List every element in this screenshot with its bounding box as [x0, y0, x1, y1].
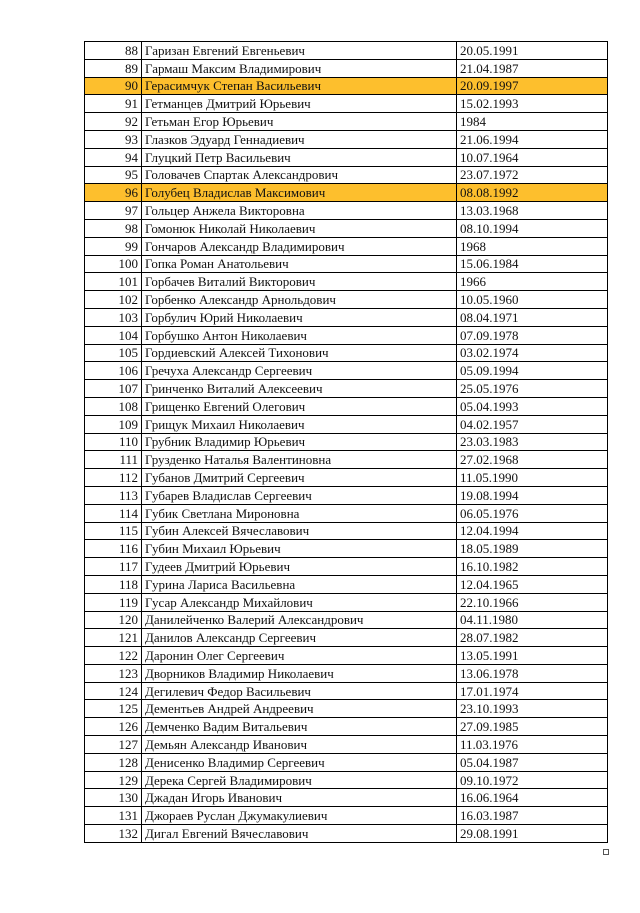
birth-date-cell: 21.04.1987 [457, 59, 608, 77]
row-number-cell: 97 [85, 202, 142, 220]
birth-date-cell: 16.03.1987 [457, 807, 608, 825]
table-row [85, 807, 608, 825]
person-name-cell: Джораев Руслан Джумакулиевич [142, 807, 457, 825]
person-name-cell: Грищук Михаил Николаевич [142, 415, 457, 433]
person-name-cell: Горбушко Антон Николаевич [142, 326, 457, 344]
table-row [85, 771, 608, 789]
birth-date-cell: 1966 [457, 273, 608, 291]
table-row [85, 344, 608, 362]
row-number-cell: 104 [85, 326, 142, 344]
person-name-cell: Гречуха Александр Сергеевич [142, 362, 457, 380]
table-row [85, 397, 608, 415]
table-row [85, 789, 608, 807]
table-row [85, 273, 608, 291]
person-name-cell: Гринченко Виталий Алексеевич [142, 380, 457, 398]
birth-date-cell: 15.06.1984 [457, 255, 608, 273]
table-row [85, 451, 608, 469]
table-row [85, 308, 608, 326]
table-row [85, 718, 608, 736]
person-name-cell: Гусар Александр Михайлович [142, 593, 457, 611]
row-number-cell: 90 [85, 77, 142, 95]
person-name-cell: Гопка Роман Анатольевич [142, 255, 457, 273]
person-name-cell: Гольцер Анжела Викторовна [142, 202, 457, 220]
birth-date-cell: 05.04.1993 [457, 397, 608, 415]
table-row [85, 59, 608, 77]
birth-date-cell: 20.09.1997 [457, 77, 608, 95]
person-name-cell: Глазков Эдуард Геннадиевич [142, 130, 457, 148]
row-number-cell: 106 [85, 362, 142, 380]
person-name-cell: Данилейченко Валерий Александрович [142, 611, 457, 629]
table-row [85, 682, 608, 700]
row-number-cell: 89 [85, 59, 142, 77]
person-name-cell: Герасимчук Степан Васильевич [142, 77, 457, 95]
row-number-cell: 121 [85, 629, 142, 647]
row-number-cell: 95 [85, 166, 142, 184]
table-row [85, 558, 608, 576]
row-number-cell: 126 [85, 718, 142, 736]
person-name-cell: Грузденко Наталья Валентиновна [142, 451, 457, 469]
row-number-cell: 100 [85, 255, 142, 273]
table-row [85, 184, 608, 202]
birth-date-cell: 20.05.1991 [457, 42, 608, 60]
birth-date-cell: 05.04.1987 [457, 753, 608, 771]
row-number-cell: 102 [85, 291, 142, 309]
row-number-cell: 103 [85, 308, 142, 326]
birth-date-cell: 19.08.1994 [457, 486, 608, 504]
birth-date-cell: 11.05.1990 [457, 469, 608, 487]
table-row [85, 326, 608, 344]
table-row [85, 486, 608, 504]
birth-date-cell: 23.03.1983 [457, 433, 608, 451]
person-name-cell: Грищенко Евгений Олегович [142, 397, 457, 415]
birth-date-cell: 27.09.1985 [457, 718, 608, 736]
birth-date-cell: 23.07.1972 [457, 166, 608, 184]
row-number-cell: 128 [85, 753, 142, 771]
table-row [85, 575, 608, 593]
birth-date-cell: 29.08.1991 [457, 825, 608, 843]
person-name-cell: Дворников Владимир Николаевич [142, 664, 457, 682]
birth-date-cell: 10.07.1964 [457, 148, 608, 166]
table-row [85, 664, 608, 682]
birth-date-cell: 08.08.1992 [457, 184, 608, 202]
person-name-cell: Гетманцев Дмитрий Юрьевич [142, 95, 457, 113]
table-row [85, 700, 608, 718]
table-row [85, 736, 608, 754]
table-resize-handle[interactable] [603, 849, 609, 855]
birth-date-cell: 15.02.1993 [457, 95, 608, 113]
person-name-cell: Джадан Игорь Иванович [142, 789, 457, 807]
birth-date-cell: 09.10.1972 [457, 771, 608, 789]
birth-date-cell: 07.09.1978 [457, 326, 608, 344]
birth-date-cell: 03.02.1974 [457, 344, 608, 362]
table-row [85, 95, 608, 113]
row-number-cell: 130 [85, 789, 142, 807]
row-number-cell: 112 [85, 469, 142, 487]
person-name-cell: Демьян Александр Иванович [142, 736, 457, 754]
person-name-cell: Гордиевский Алексей Тихонович [142, 344, 457, 362]
birth-date-cell: 10.05.1960 [457, 291, 608, 309]
person-name-cell: Губарев Владислав Сергеевич [142, 486, 457, 504]
birth-date-cell: 13.05.1991 [457, 647, 608, 665]
person-name-cell: Гаризан Евгений Евгеньевич [142, 42, 457, 60]
table-row [85, 629, 608, 647]
birth-date-cell: 16.10.1982 [457, 558, 608, 576]
person-name-cell: Глуцкий Петр Васильевич [142, 148, 457, 166]
table-row [85, 77, 608, 95]
table-row [85, 647, 608, 665]
birth-date-cell: 21.06.1994 [457, 130, 608, 148]
person-name-cell: Даронин Олег Сергеевич [142, 647, 457, 665]
row-number-cell: 88 [85, 42, 142, 60]
birth-date-cell: 1968 [457, 237, 608, 255]
birth-date-cell: 06.05.1976 [457, 504, 608, 522]
row-number-cell: 114 [85, 504, 142, 522]
birth-date-cell: 16.06.1964 [457, 789, 608, 807]
row-number-cell: 99 [85, 237, 142, 255]
person-name-cell: Дигал Евгений Вячеславович [142, 825, 457, 843]
row-number-cell: 125 [85, 700, 142, 718]
birth-date-cell: 28.07.1982 [457, 629, 608, 647]
row-number-cell: 91 [85, 95, 142, 113]
birth-date-cell: 1984 [457, 113, 608, 131]
row-number-cell: 116 [85, 540, 142, 558]
person-name-cell: Гомонюк Николай Николаевич [142, 219, 457, 237]
person-name-cell: Денисенко Владимир Сергеевич [142, 753, 457, 771]
person-name-cell: Демченко Вадим Витальевич [142, 718, 457, 736]
table-row [85, 522, 608, 540]
row-number-cell: 96 [85, 184, 142, 202]
table-row [85, 42, 608, 60]
row-number-cell: 124 [85, 682, 142, 700]
table-row [85, 753, 608, 771]
row-number-cell: 120 [85, 611, 142, 629]
person-list-table [84, 41, 608, 843]
birth-date-cell: 04.11.1980 [457, 611, 608, 629]
row-number-cell: 122 [85, 647, 142, 665]
table-row [85, 611, 608, 629]
table-row [85, 202, 608, 220]
table-row [85, 130, 608, 148]
table-row [85, 148, 608, 166]
birth-date-cell: 11.03.1976 [457, 736, 608, 754]
person-name-cell: Гармаш Максим Владимирович [142, 59, 457, 77]
birth-date-cell: 12.04.1965 [457, 575, 608, 593]
person-name-cell: Гончаров Александр Владимирович [142, 237, 457, 255]
birth-date-cell: 23.10.1993 [457, 700, 608, 718]
table-row [85, 593, 608, 611]
row-number-cell: 115 [85, 522, 142, 540]
row-number-cell: 119 [85, 593, 142, 611]
table-row [85, 469, 608, 487]
table-row [85, 540, 608, 558]
birth-date-cell: 27.02.1968 [457, 451, 608, 469]
person-name-cell: Горбулич Юрий Николаевич [142, 308, 457, 326]
table-row [85, 219, 608, 237]
row-number-cell: 129 [85, 771, 142, 789]
table-row [85, 291, 608, 309]
person-name-cell: Голубец Владислав Максимович [142, 184, 457, 202]
person-name-cell: Головачев Спартак Александрович [142, 166, 457, 184]
table-row [85, 362, 608, 380]
row-number-cell: 94 [85, 148, 142, 166]
birth-date-cell: 13.06.1978 [457, 664, 608, 682]
birth-date-cell: 13.03.1968 [457, 202, 608, 220]
row-number-cell: 101 [85, 273, 142, 291]
person-name-cell: Дегилевич Федор Васильевич [142, 682, 457, 700]
person-name-cell: Грубник Владимир Юрьевич [142, 433, 457, 451]
birth-date-cell: 08.10.1994 [457, 219, 608, 237]
table-row [85, 113, 608, 131]
row-number-cell: 93 [85, 130, 142, 148]
person-name-cell: Гурина Лариса Васильевна [142, 575, 457, 593]
person-name-cell: Губин Михаил Юрьевич [142, 540, 457, 558]
table-row [85, 504, 608, 522]
row-number-cell: 109 [85, 415, 142, 433]
birth-date-cell: 18.05.1989 [457, 540, 608, 558]
row-number-cell: 111 [85, 451, 142, 469]
table-row [85, 255, 608, 273]
person-name-cell: Губин Алексей Вячеславович [142, 522, 457, 540]
birth-date-cell: 04.02.1957 [457, 415, 608, 433]
row-number-cell: 110 [85, 433, 142, 451]
person-name-cell: Дементьев Андрей Андреевич [142, 700, 457, 718]
row-number-cell: 105 [85, 344, 142, 362]
table-row [85, 380, 608, 398]
birth-date-cell: 25.05.1976 [457, 380, 608, 398]
person-name-cell: Гудеев Дмитрий Юрьевич [142, 558, 457, 576]
person-name-cell: Данилов Александр Сергеевич [142, 629, 457, 647]
person-name-cell: Гетьман Егор Юрьевич [142, 113, 457, 131]
row-number-cell: 123 [85, 664, 142, 682]
table-row [85, 166, 608, 184]
row-number-cell: 132 [85, 825, 142, 843]
table-row [85, 825, 608, 843]
birth-date-cell: 22.10.1966 [457, 593, 608, 611]
birth-date-cell: 12.04.1994 [457, 522, 608, 540]
row-number-cell: 118 [85, 575, 142, 593]
table-row [85, 237, 608, 255]
person-name-cell: Губанов Дмитрий Сергеевич [142, 469, 457, 487]
row-number-cell: 98 [85, 219, 142, 237]
table-body [85, 42, 608, 843]
birth-date-cell: 05.09.1994 [457, 362, 608, 380]
row-number-cell: 127 [85, 736, 142, 754]
person-name-cell: Горбачев Виталий Викторович [142, 273, 457, 291]
row-number-cell: 107 [85, 380, 142, 398]
table-row [85, 415, 608, 433]
birth-date-cell: 17.01.1974 [457, 682, 608, 700]
person-name-cell: Горбенко Александр Арнольдович [142, 291, 457, 309]
row-number-cell: 131 [85, 807, 142, 825]
row-number-cell: 117 [85, 558, 142, 576]
birth-date-cell: 08.04.1971 [457, 308, 608, 326]
row-number-cell: 113 [85, 486, 142, 504]
person-name-cell: Губик Светлана Мироновна [142, 504, 457, 522]
table-row [85, 433, 608, 451]
row-number-cell: 92 [85, 113, 142, 131]
row-number-cell: 108 [85, 397, 142, 415]
person-name-cell: Дерека Сергей Владимирович [142, 771, 457, 789]
